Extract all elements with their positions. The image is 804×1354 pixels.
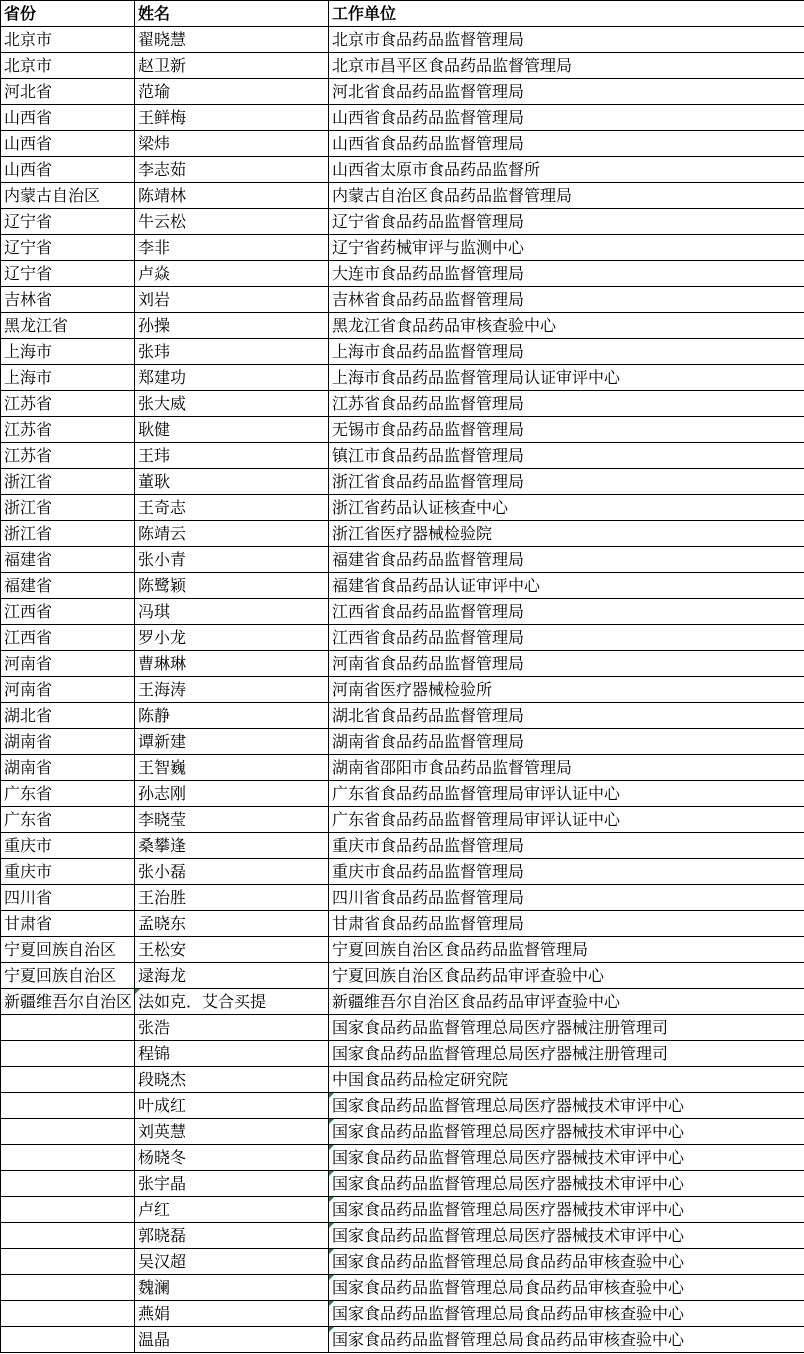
cell-name[interactable]: 陈靖云 [135,521,329,547]
table-row [1,391,804,417]
cell-name[interactable]: 张浩 [135,1015,329,1041]
cell-name[interactable]: 陈靖林 [135,183,329,209]
cell-province[interactable]: 山西省 [1,131,135,157]
cell-province[interactable]: 河南省 [1,651,135,677]
table-row [1,963,804,989]
header-row [1,1,804,27]
table-row [1,1249,804,1275]
cell-workplace[interactable]: 湖南省邵阳市食品药品监督管理局 [329,755,804,781]
cell-name[interactable]: 李非 [135,235,329,261]
cell-workplace[interactable]: 国家食品药品监督管理总局医疗器械技术审评中心 [329,1145,804,1171]
table-row [1,573,804,599]
table-row [1,313,804,339]
table-row [1,677,804,703]
cell-workplace[interactable]: 河北省食品药品监督管理局 [329,79,804,105]
table-row [1,1119,804,1145]
table-row [1,521,804,547]
cell-workplace[interactable]: 山西省食品药品监督管理局 [329,131,804,157]
table-row [1,1015,804,1041]
cell-province[interactable] [1,1171,135,1197]
table-row [1,365,804,391]
cell-workplace[interactable]: 甘肃省食品药品监督管理局 [329,911,804,937]
cell-workplace[interactable]: 浙江省医疗器械检验院 [329,521,804,547]
cell-workplace[interactable]: 宁夏回族自治区食品药品监督管理局 [329,937,804,963]
cell-workplace[interactable]: 吉林省食品药品监督管理局 [329,287,804,313]
cell-province[interactable]: 江苏省 [1,391,135,417]
cell-name[interactable]: 耿健 [135,417,329,443]
cell-name[interactable]: 杨晓冬 [135,1145,329,1171]
cell-name[interactable]: 翟晓慧 [135,27,329,53]
cell-workplace[interactable]: 上海市食品药品监督管理局 [329,339,804,365]
cell-name[interactable]: 张小青 [135,547,329,573]
table-row [1,937,804,963]
table-row [1,651,804,677]
cell-workplace[interactable]: 国家食品药品监督管理总局食品药品审核查验中心 [329,1327,804,1353]
cell-name[interactable]: 郭晓磊 [135,1223,329,1249]
cell-name[interactable]: 段晓杰 [135,1067,329,1093]
cell-name[interactable]: 王海涛 [135,677,329,703]
cell-name[interactable]: 王智巍 [135,755,329,781]
cell-province[interactable]: 江苏省 [1,417,135,443]
table-row [1,729,804,755]
cell-name[interactable]: 王鲜梅 [135,105,329,131]
cell-workplace[interactable]: 国家食品药品监督管理总局医疗器械技术审评中心 [329,1171,804,1197]
cell-province[interactable] [1,1041,135,1067]
cell-province[interactable]: 河北省 [1,79,135,105]
cell-workplace[interactable]: 中国食品药品检定研究院 [329,1067,804,1093]
cell-province[interactable] [1,1015,135,1041]
header-province[interactable]: 省份 [1,1,135,27]
cell-name[interactable]: 燕娟 [135,1301,329,1327]
table-row [1,261,804,287]
table-row [1,1093,804,1119]
cell-workplace[interactable]: 辽宁省食品药品监督管理局 [329,209,804,235]
cell-workplace[interactable]: 无锡市食品药品监督管理局 [329,417,804,443]
table-row [1,1067,804,1093]
cell-workplace[interactable]: 大连市食品药品监督管理局 [329,261,804,287]
cell-name[interactable]: 桑攀逢 [135,833,329,859]
cell-workplace[interactable]: 国家食品药品监督管理总局食品药品审核查验中心 [329,1275,804,1301]
cell-province[interactable]: 黑龙江省 [1,313,135,339]
cell-workplace[interactable]: 北京市昌平区食品药品监督管理局 [329,53,804,79]
table-row [1,781,804,807]
cell-province[interactable]: 辽宁省 [1,235,135,261]
cell-province[interactable]: 河南省 [1,677,135,703]
cell-workplace[interactable]: 福建省食品药品认证审评中心 [329,573,804,599]
cell-name[interactable]: 范瑜 [135,79,329,105]
table-body [1,27,804,1353]
cell-workplace[interactable]: 湖南省食品药品监督管理局 [329,729,804,755]
cell-name[interactable]: 郑建功 [135,365,329,391]
cell-workplace[interactable]: 广东省食品药品监督管理局审评认证中心 [329,807,804,833]
cell-workplace[interactable]: 黑龙江省食品药品审核查验中心 [329,313,804,339]
cell-workplace[interactable]: 山西省食品药品监督管理局 [329,105,804,131]
table-row [1,443,804,469]
cell-province[interactable] [1,1067,135,1093]
cell-workplace[interactable]: 国家食品药品监督管理总局医疗器械注册管理司 [329,1015,804,1041]
table-row [1,911,804,937]
cell-name[interactable]: 曹琳琳 [135,651,329,677]
cell-name[interactable]: 卢红 [135,1197,329,1223]
cell-workplace[interactable]: 江苏省食品药品监督管理局 [329,391,804,417]
cell-name[interactable]: 李志茹 [135,157,329,183]
table-row [1,209,804,235]
cell-name[interactable]: 孟晓东 [135,911,329,937]
cell-name[interactable]: 程锦 [135,1041,329,1067]
cell-name[interactable]: 李晓莹 [135,807,329,833]
cell-workplace[interactable]: 宁夏回族自治区食品药品审评查验中心 [329,963,804,989]
table-row [1,339,804,365]
table-row [1,885,804,911]
table-row [1,105,804,131]
table-row [1,703,804,729]
cell-province[interactable]: 四川省 [1,885,135,911]
cell-name[interactable]: 孙操 [135,313,329,339]
cell-name[interactable]: 叶成红 [135,1093,329,1119]
cell-workplace[interactable]: 江西省食品药品监督管理局 [329,599,804,625]
cell-name[interactable]: 逯海龙 [135,963,329,989]
cell-province[interactable] [1,1223,135,1249]
table-row [1,833,804,859]
cell-workplace[interactable]: 镇江市食品药品监督管理局 [329,443,804,469]
cell-name[interactable]: 冯琪 [135,599,329,625]
cell-workplace[interactable]: 上海市食品药品监督管理局认证审评中心 [329,365,804,391]
cell-name[interactable]: 王玮 [135,443,329,469]
table-row [1,157,804,183]
cell-province[interactable] [1,1275,135,1301]
cell-name[interactable]: 谭新建 [135,729,329,755]
header-workplace[interactable]: 工作单位 [329,1,804,27]
cell-name[interactable]: 罗小龙 [135,625,329,651]
cell-province[interactable]: 新疆维吾尔自治区 [1,989,135,1015]
cell-name[interactable]: 魏澜 [135,1275,329,1301]
cell-workplace[interactable]: 浙江省食品药品监督管理局 [329,469,804,495]
cell-province[interactable]: 浙江省 [1,495,135,521]
cell-name[interactable]: 张宇晶 [135,1171,329,1197]
cell-workplace[interactable]: 江西省食品药品监督管理局 [329,625,804,651]
cell-workplace[interactable]: 国家食品药品监督管理总局食品药品审核查验中心 [329,1249,804,1275]
cell-province[interactable]: 重庆市 [1,833,135,859]
cell-workplace[interactable]: 河南省医疗器械检验所 [329,677,804,703]
cell-name[interactable]: 王松安 [135,937,329,963]
cell-workplace[interactable]: 国家食品药品监督管理总局医疗器械技术审评中心 [329,1093,804,1119]
cell-province[interactable]: 湖北省 [1,703,135,729]
cell-province[interactable] [1,1145,135,1171]
cell-province[interactable]: 甘肃省 [1,911,135,937]
cell-province[interactable] [1,1301,135,1327]
table-row [1,547,804,573]
cell-province[interactable]: 山西省 [1,157,135,183]
cell-name[interactable]: 梁炜 [135,131,329,157]
cell-province[interactable]: 上海市 [1,365,135,391]
cell-workplace[interactable]: 辽宁省药械审评与监测中心 [329,235,804,261]
cell-province[interactable]: 福建省 [1,573,135,599]
table-row [1,27,804,53]
cell-province[interactable]: 浙江省 [1,469,135,495]
table-row [1,1171,804,1197]
cell-name[interactable]: 赵卫新 [135,53,329,79]
table-row [1,1223,804,1249]
cell-province[interactable]: 江西省 [1,625,135,651]
cell-workplace[interactable]: 国家食品药品监督管理总局医疗器械技术审评中心 [329,1197,804,1223]
table-row [1,1197,804,1223]
cell-province[interactable]: 北京市 [1,53,135,79]
cell-name[interactable]: 刘英慧 [135,1119,329,1145]
cell-province[interactable]: 广东省 [1,781,135,807]
table-row [1,599,804,625]
cell-province[interactable]: 吉林省 [1,287,135,313]
cell-name[interactable]: 陈静 [135,703,329,729]
table-row [1,495,804,521]
cell-name[interactable]: 张玮 [135,339,329,365]
cell-workplace[interactable]: 内蒙古自治区食品药品监督管理局 [329,183,804,209]
table-row [1,287,804,313]
cell-name[interactable]: 王治胜 [135,885,329,911]
table-row [1,989,804,1015]
cell-name[interactable]: 牛云松 [135,209,329,235]
cell-workplace[interactable]: 重庆市食品药品监督管理局 [329,859,804,885]
cell-province[interactable]: 江西省 [1,599,135,625]
cell-workplace[interactable]: 国家食品药品监督管理总局医疗器械技术审评中心 [329,1223,804,1249]
cell-workplace[interactable]: 新疆维吾尔自治区食品药品审评查验中心 [329,989,804,1015]
cell-province[interactable]: 湖南省 [1,755,135,781]
table-row [1,755,804,781]
cell-province[interactable] [1,1197,135,1223]
table-row [1,1327,804,1353]
cell-province[interactable]: 福建省 [1,547,135,573]
cell-workplace[interactable]: 重庆市食品药品监督管理局 [329,833,804,859]
cell-workplace[interactable]: 国家食品药品监督管理总局医疗器械技术审评中心 [329,1119,804,1145]
table-row [1,1275,804,1301]
cell-name[interactable]: 陈鹭颖 [135,573,329,599]
table-row [1,235,804,261]
cell-province[interactable]: 湖南省 [1,729,135,755]
cell-workplace[interactable]: 四川省食品药品监督管理局 [329,885,804,911]
cell-province[interactable] [1,1249,135,1275]
cell-name[interactable]: 董耿 [135,469,329,495]
table-row [1,807,804,833]
cell-province[interactable]: 宁夏回族自治区 [1,963,135,989]
cell-province[interactable]: 江苏省 [1,443,135,469]
cell-name[interactable]: 王奇志 [135,495,329,521]
table-row [1,1041,804,1067]
cell-province[interactable]: 浙江省 [1,521,135,547]
cell-name[interactable]: 法如克．艾合买提 [135,989,329,1015]
cell-province[interactable]: 北京市 [1,27,135,53]
cell-province[interactable]: 宁夏回族自治区 [1,937,135,963]
cell-workplace[interactable]: 福建省食品药品监督管理局 [329,547,804,573]
cell-name[interactable]: 卢焱 [135,261,329,287]
cell-workplace[interactable]: 国家食品药品监督管理总局食品药品审核查验中心 [329,1301,804,1327]
header-name[interactable]: 姓名 [135,1,329,27]
cell-workplace[interactable]: 河南省食品药品监督管理局 [329,651,804,677]
cell-province[interactable] [1,1327,135,1353]
cell-name[interactable]: 温晶 [135,1327,329,1353]
cell-name[interactable]: 刘岩 [135,287,329,313]
cell-workplace[interactable]: 浙江省药品认证核查中心 [329,495,804,521]
table-row [1,417,804,443]
table-row [1,53,804,79]
cell-province[interactable]: 辽宁省 [1,209,135,235]
cell-workplace[interactable]: 国家食品药品监督管理总局医疗器械注册管理司 [329,1041,804,1067]
cell-workplace[interactable]: 山西省太原市食品药品监督所 [329,157,804,183]
cell-workplace[interactable]: 广东省食品药品监督管理局审评认证中心 [329,781,804,807]
cell-province[interactable]: 内蒙古自治区 [1,183,135,209]
cell-name[interactable]: 张大威 [135,391,329,417]
cell-name[interactable]: 孙志刚 [135,781,329,807]
cell-province[interactable]: 上海市 [1,339,135,365]
table-row [1,625,804,651]
cell-province[interactable]: 重庆市 [1,859,135,885]
table-row [1,131,804,157]
table-row [1,469,804,495]
cell-workplace[interactable]: 北京市食品药品监督管理局 [329,27,804,53]
table-row [1,1301,804,1327]
cell-name[interactable]: 吴汉超 [135,1249,329,1275]
table-row [1,1145,804,1171]
cell-province[interactable] [1,1093,135,1119]
cell-province[interactable] [1,1119,135,1145]
cell-province[interactable]: 山西省 [1,105,135,131]
cell-name[interactable]: 张小磊 [135,859,329,885]
table-row [1,79,804,105]
cell-workplace[interactable]: 湖北省食品药品监督管理局 [329,703,804,729]
cell-province[interactable]: 辽宁省 [1,261,135,287]
cell-province[interactable]: 广东省 [1,807,135,833]
table-row [1,859,804,885]
table-row [1,183,804,209]
